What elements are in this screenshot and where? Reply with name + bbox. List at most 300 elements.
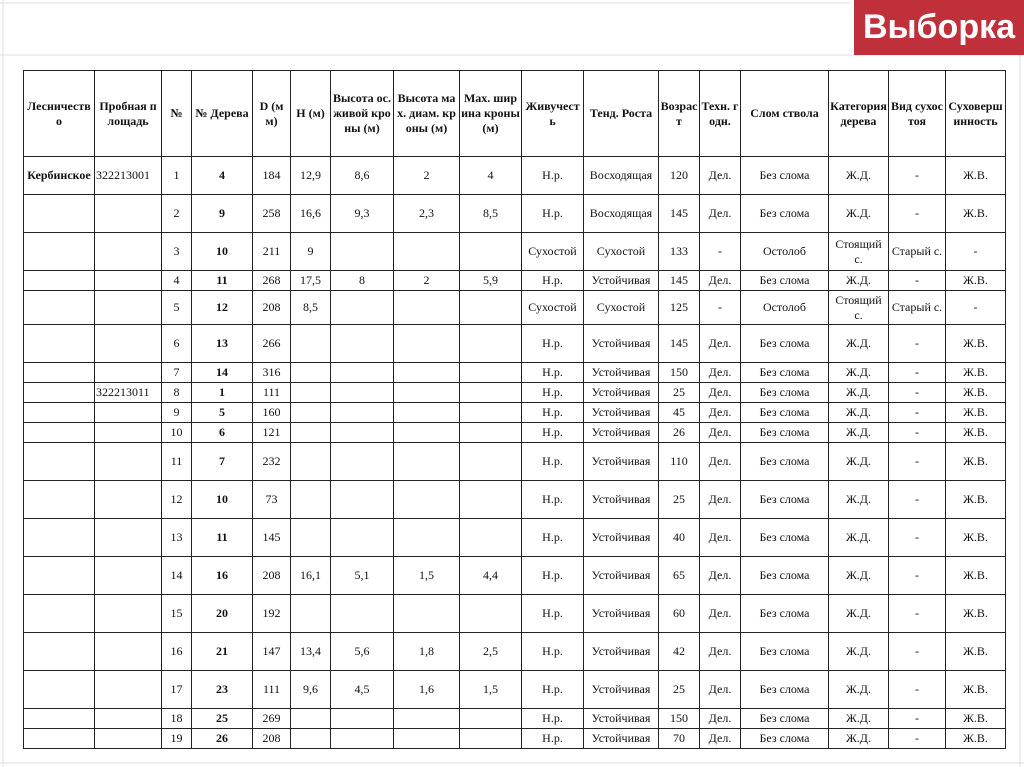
- crown-width-cell: [460, 729, 522, 749]
- live-crown-height-cell: 5,6: [331, 633, 394, 671]
- dry-top-cell: Ж.В.: [946, 383, 1006, 403]
- tech-suitability-cell: Дел.: [700, 443, 741, 481]
- height-cell: 17,5: [291, 271, 331, 291]
- crown-width-cell: [460, 325, 522, 363]
- dry-top-cell: Ж.В.: [946, 519, 1006, 557]
- dry-top-cell: -: [946, 233, 1006, 271]
- tech-suitability-cell: Дел.: [700, 271, 741, 291]
- deadwood-type-cell: -: [889, 403, 946, 423]
- viability-cell: Н.р.: [522, 671, 584, 709]
- trunk-break-cell: Без слома: [741, 271, 829, 291]
- height-cell: 8,5: [291, 291, 331, 325]
- max-diam-crown-height-cell: 1,5: [394, 557, 460, 595]
- trunk-break-cell: Без слома: [741, 595, 829, 633]
- tree-category-cell: Ж.Д.: [829, 271, 889, 291]
- trunk-break-cell: Остолоб: [741, 233, 829, 271]
- table-row: [24, 383, 1006, 403]
- diameter-cell: 268: [253, 271, 291, 291]
- column-header: H (м): [291, 71, 331, 157]
- tree-category-cell: Ж.Д.: [829, 519, 889, 557]
- max-diam-crown-height-cell: [394, 403, 460, 423]
- growth-trend-cell: Устойчивая: [584, 709, 659, 729]
- dry-top-cell: Ж.В.: [946, 557, 1006, 595]
- number-cell: 2: [162, 195, 192, 233]
- forestry-cell: [24, 481, 95, 519]
- deadwood-type-cell: -: [889, 423, 946, 443]
- age-cell: 145: [659, 195, 700, 233]
- max-diam-crown-height-cell: [394, 383, 460, 403]
- trunk-break-cell: Без слома: [741, 383, 829, 403]
- trunk-break-cell: Без слома: [741, 443, 829, 481]
- live-crown-height-cell: [331, 519, 394, 557]
- age-cell: 25: [659, 481, 700, 519]
- viability-cell: Н.р.: [522, 403, 584, 423]
- plot-cell: [95, 403, 162, 423]
- column-header: Тенд. Роста: [584, 71, 659, 157]
- tech-suitability-cell: Дел.: [700, 325, 741, 363]
- age-cell: 120: [659, 157, 700, 195]
- dry-top-cell: -: [946, 291, 1006, 325]
- tech-suitability-cell: Дел.: [700, 481, 741, 519]
- dry-top-cell: Ж.В.: [946, 729, 1006, 749]
- tree-category-cell: Ж.Д.: [829, 709, 889, 729]
- crown-width-cell: [460, 233, 522, 271]
- number-cell: 3: [162, 233, 192, 271]
- age-cell: 25: [659, 671, 700, 709]
- live-crown-height-cell: [331, 481, 394, 519]
- tech-suitability-cell: -: [700, 291, 741, 325]
- table-row: [24, 481, 1006, 519]
- viability-cell: Н.р.: [522, 519, 584, 557]
- age-cell: 110: [659, 443, 700, 481]
- forestry-cell: Кербинское: [24, 157, 95, 195]
- column-header: №: [162, 71, 192, 157]
- tech-suitability-cell: Дел.: [700, 363, 741, 383]
- table-row: [24, 157, 1006, 195]
- tree-number-cell: 14: [192, 363, 253, 383]
- tech-suitability-cell: Дел.: [700, 157, 741, 195]
- diameter-cell: 147: [253, 633, 291, 671]
- slide-title: Выборка: [854, 0, 1024, 55]
- max-diam-crown-height-cell: [394, 291, 460, 325]
- crown-width-cell: [460, 423, 522, 443]
- table-row: [24, 709, 1006, 729]
- table-row: [24, 633, 1006, 671]
- column-header: Вид сухостоя: [889, 71, 946, 157]
- forestry-cell: [24, 325, 95, 363]
- column-header: Возраст: [659, 71, 700, 157]
- age-cell: 70: [659, 729, 700, 749]
- plot-cell: [95, 595, 162, 633]
- age-cell: 42: [659, 633, 700, 671]
- column-header: D (мм): [253, 71, 291, 157]
- height-cell: [291, 729, 331, 749]
- diameter-cell: 111: [253, 383, 291, 403]
- trunk-break-cell: Без слома: [741, 709, 829, 729]
- column-header: Техн. годн.: [700, 71, 741, 157]
- dry-top-cell: Ж.В.: [946, 709, 1006, 729]
- tech-suitability-cell: Дел.: [700, 671, 741, 709]
- number-cell: 12: [162, 481, 192, 519]
- age-cell: 26: [659, 423, 700, 443]
- plot-cell: [95, 271, 162, 291]
- table-row: [24, 671, 1006, 709]
- live-crown-height-cell: [331, 595, 394, 633]
- tree-number-cell: 9: [192, 195, 253, 233]
- diameter-cell: 121: [253, 423, 291, 443]
- deadwood-type-cell: -: [889, 729, 946, 749]
- growth-trend-cell: Устойчивая: [584, 325, 659, 363]
- tree-number-cell: 16: [192, 557, 253, 595]
- dry-top-cell: Ж.В.: [946, 633, 1006, 671]
- trunk-break-cell: Без слома: [741, 157, 829, 195]
- max-diam-crown-height-cell: [394, 325, 460, 363]
- number-cell: 5: [162, 291, 192, 325]
- age-cell: 150: [659, 363, 700, 383]
- growth-trend-cell: Устойчивая: [584, 729, 659, 749]
- trunk-break-cell: Без слома: [741, 557, 829, 595]
- tech-suitability-cell: Дел.: [700, 633, 741, 671]
- height-cell: 13,4: [291, 633, 331, 671]
- forestry-cell: [24, 633, 95, 671]
- table-row: [24, 233, 1006, 271]
- forestry-cell: [24, 519, 95, 557]
- number-cell: 9: [162, 403, 192, 423]
- tree-number-cell: 26: [192, 729, 253, 749]
- viability-cell: Н.р.: [522, 271, 584, 291]
- growth-trend-cell: Устойчивая: [584, 481, 659, 519]
- column-header: № Дерева: [192, 71, 253, 157]
- viability-cell: Сухостой: [522, 291, 584, 325]
- live-crown-height-cell: [331, 403, 394, 423]
- diameter-cell: 232: [253, 443, 291, 481]
- trunk-break-cell: Без слома: [741, 729, 829, 749]
- live-crown-height-cell: [331, 709, 394, 729]
- growth-trend-cell: Устойчивая: [584, 383, 659, 403]
- deadwood-type-cell: -: [889, 383, 946, 403]
- plot-cell: [95, 291, 162, 325]
- age-cell: 125: [659, 291, 700, 325]
- height-cell: [291, 403, 331, 423]
- column-header: Живучесть: [522, 71, 584, 157]
- growth-trend-cell: Сухостой: [584, 233, 659, 271]
- tree-number-cell: 13: [192, 325, 253, 363]
- crown-width-cell: [460, 481, 522, 519]
- max-diam-crown-height-cell: [394, 595, 460, 633]
- trunk-break-cell: Без слома: [741, 423, 829, 443]
- viability-cell: Н.р.: [522, 595, 584, 633]
- growth-trend-cell: Восходящая: [584, 157, 659, 195]
- crown-width-cell: [460, 291, 522, 325]
- tree-category-cell: Ж.Д.: [829, 157, 889, 195]
- trunk-break-cell: Без слома: [741, 195, 829, 233]
- growth-trend-cell: Устойчивая: [584, 363, 659, 383]
- tree-number-cell: 20: [192, 595, 253, 633]
- tech-suitability-cell: Дел.: [700, 519, 741, 557]
- number-cell: 17: [162, 671, 192, 709]
- plot-cell: [95, 423, 162, 443]
- diameter-cell: 269: [253, 709, 291, 729]
- height-cell: 12,9: [291, 157, 331, 195]
- deadwood-type-cell: -: [889, 557, 946, 595]
- column-header: Мах. ширина кроны (м): [460, 71, 522, 157]
- number-cell: 14: [162, 557, 192, 595]
- tree-number-cell: 25: [192, 709, 253, 729]
- max-diam-crown-height-cell: [394, 729, 460, 749]
- growth-trend-cell: Устойчивая: [584, 423, 659, 443]
- viability-cell: Н.р.: [522, 363, 584, 383]
- table-row: [24, 363, 1006, 383]
- height-cell: [291, 595, 331, 633]
- growth-trend-cell: Устойчивая: [584, 403, 659, 423]
- column-header: Суховершинность: [946, 71, 1006, 157]
- dry-top-cell: Ж.В.: [946, 443, 1006, 481]
- crown-width-cell: [460, 709, 522, 729]
- growth-trend-cell: Устойчивая: [584, 671, 659, 709]
- tree-number-cell: 23: [192, 671, 253, 709]
- plot-cell: [95, 729, 162, 749]
- table-row: [24, 423, 1006, 443]
- tree-number-cell: 4: [192, 157, 253, 195]
- tree-number-cell: 7: [192, 443, 253, 481]
- number-cell: 6: [162, 325, 192, 363]
- dry-top-cell: Ж.В.: [946, 363, 1006, 383]
- viability-cell: Н.р.: [522, 633, 584, 671]
- viability-cell: Сухостой: [522, 233, 584, 271]
- trunk-break-cell: Без слома: [741, 519, 829, 557]
- diameter-cell: 145: [253, 519, 291, 557]
- live-crown-height-cell: 8: [331, 271, 394, 291]
- tree-number-cell: 6: [192, 423, 253, 443]
- live-crown-height-cell: [331, 729, 394, 749]
- tree-number-cell: 10: [192, 481, 253, 519]
- height-cell: [291, 481, 331, 519]
- height-cell: 9,6: [291, 671, 331, 709]
- age-cell: 40: [659, 519, 700, 557]
- forestry-cell: [24, 443, 95, 481]
- growth-trend-cell: Устойчивая: [584, 557, 659, 595]
- number-cell: 16: [162, 633, 192, 671]
- dry-top-cell: Ж.В.: [946, 481, 1006, 519]
- tree-category-cell: Ж.Д.: [829, 325, 889, 363]
- forestry-cell: [24, 195, 95, 233]
- number-cell: 11: [162, 443, 192, 481]
- table-row: [24, 729, 1006, 749]
- crown-width-cell: [460, 443, 522, 481]
- deadwood-type-cell: -: [889, 195, 946, 233]
- diameter-cell: 192: [253, 595, 291, 633]
- forestry-cell: [24, 729, 95, 749]
- diameter-cell: 211: [253, 233, 291, 271]
- deadwood-type-cell: -: [889, 519, 946, 557]
- live-crown-height-cell: 5,1: [331, 557, 394, 595]
- plot-cell: [95, 709, 162, 729]
- number-cell: 4: [162, 271, 192, 291]
- trunk-break-cell: Без слома: [741, 325, 829, 363]
- forestry-cell: [24, 233, 95, 271]
- forestry-cell: [24, 271, 95, 291]
- max-diam-crown-height-cell: [394, 233, 460, 271]
- height-cell: 16,1: [291, 557, 331, 595]
- diameter-cell: 208: [253, 729, 291, 749]
- table-row: [24, 519, 1006, 557]
- max-diam-crown-height-cell: [394, 363, 460, 383]
- number-cell: 18: [162, 709, 192, 729]
- max-diam-crown-height-cell: [394, 443, 460, 481]
- deadwood-type-cell: -: [889, 481, 946, 519]
- tree-category-cell: Ж.Д.: [829, 595, 889, 633]
- viability-cell: Н.р.: [522, 557, 584, 595]
- tree-category-cell: Стоящий с.: [829, 291, 889, 325]
- max-diam-crown-height-cell: 2: [394, 157, 460, 195]
- tree-category-cell: Ж.Д.: [829, 729, 889, 749]
- tree-category-cell: Ж.Д.: [829, 481, 889, 519]
- viability-cell: Н.р.: [522, 383, 584, 403]
- plot-cell: 322213001: [95, 157, 162, 195]
- column-header: Лесничество: [24, 71, 95, 157]
- table-row: [24, 595, 1006, 633]
- live-crown-height-cell: [331, 423, 394, 443]
- crown-width-cell: [460, 363, 522, 383]
- tree-number-cell: 12: [192, 291, 253, 325]
- growth-trend-cell: Устойчивая: [584, 519, 659, 557]
- trunk-break-cell: Без слома: [741, 363, 829, 383]
- plot-cell: [95, 671, 162, 709]
- tech-suitability-cell: Дел.: [700, 383, 741, 403]
- forestry-cell: [24, 595, 95, 633]
- viability-cell: Н.р.: [522, 423, 584, 443]
- height-cell: [291, 423, 331, 443]
- table-row: [24, 291, 1006, 325]
- max-diam-crown-height-cell: [394, 481, 460, 519]
- crown-width-cell: [460, 403, 522, 423]
- table-row: [24, 195, 1006, 233]
- crown-width-cell: [460, 383, 522, 403]
- height-cell: [291, 519, 331, 557]
- column-header: Пробная площадь: [95, 71, 162, 157]
- crown-width-cell: [460, 519, 522, 557]
- forestry-cell: [24, 403, 95, 423]
- table-row: [24, 443, 1006, 481]
- deadwood-type-cell: -: [889, 595, 946, 633]
- diameter-cell: 208: [253, 557, 291, 595]
- age-cell: 150: [659, 709, 700, 729]
- tree-number-cell: 5: [192, 403, 253, 423]
- viability-cell: Н.р.: [522, 709, 584, 729]
- live-crown-height-cell: [331, 325, 394, 363]
- dry-top-cell: Ж.В.: [946, 157, 1006, 195]
- max-diam-crown-height-cell: 1,8: [394, 633, 460, 671]
- tech-suitability-cell: Дел.: [700, 709, 741, 729]
- diameter-cell: 258: [253, 195, 291, 233]
- dry-top-cell: Ж.В.: [946, 195, 1006, 233]
- diameter-cell: 266: [253, 325, 291, 363]
- age-cell: 65: [659, 557, 700, 595]
- growth-trend-cell: Устойчивая: [584, 271, 659, 291]
- growth-trend-cell: Сухостой: [584, 291, 659, 325]
- age-cell: 145: [659, 325, 700, 363]
- diameter-cell: 184: [253, 157, 291, 195]
- table-row: [24, 557, 1006, 595]
- number-cell: 15: [162, 595, 192, 633]
- deadwood-type-cell: -: [889, 709, 946, 729]
- tree-category-cell: Ж.Д.: [829, 443, 889, 481]
- diameter-cell: 111: [253, 671, 291, 709]
- live-crown-height-cell: [331, 233, 394, 271]
- height-cell: [291, 383, 331, 403]
- tech-suitability-cell: Дел.: [700, 729, 741, 749]
- deadwood-type-cell: -: [889, 325, 946, 363]
- tree-number-cell: 11: [192, 271, 253, 291]
- column-header: Слом ствола: [741, 71, 829, 157]
- plot-cell: [95, 233, 162, 271]
- forestry-cell: [24, 671, 95, 709]
- plot-cell: [95, 557, 162, 595]
- age-cell: 133: [659, 233, 700, 271]
- tech-suitability-cell: Дел.: [700, 403, 741, 423]
- live-crown-height-cell: 9,3: [331, 195, 394, 233]
- tree-number-cell: 10: [192, 233, 253, 271]
- forestry-cell: [24, 363, 95, 383]
- plot-cell: 322213011: [95, 383, 162, 403]
- plot-cell: [95, 195, 162, 233]
- trunk-break-cell: Без слома: [741, 403, 829, 423]
- tree-number-cell: 11: [192, 519, 253, 557]
- forestry-cell: [24, 383, 95, 403]
- plot-cell: [95, 443, 162, 481]
- table-body: [24, 157, 1006, 749]
- live-crown-height-cell: [331, 443, 394, 481]
- tech-suitability-cell: Дел.: [700, 423, 741, 443]
- crown-width-cell: [460, 595, 522, 633]
- tree-category-cell: Ж.Д.: [829, 403, 889, 423]
- crown-width-cell: 4,4: [460, 557, 522, 595]
- plot-cell: [95, 481, 162, 519]
- deadwood-type-cell: Старый с.: [889, 233, 946, 271]
- table-row: [24, 271, 1006, 291]
- viability-cell: Н.р.: [522, 443, 584, 481]
- diameter-cell: 73: [253, 481, 291, 519]
- trunk-break-cell: Без слома: [741, 671, 829, 709]
- max-diam-crown-height-cell: [394, 519, 460, 557]
- deadwood-type-cell: Старый с.: [889, 291, 946, 325]
- diameter-cell: 160: [253, 403, 291, 423]
- max-diam-crown-height-cell: 2,3: [394, 195, 460, 233]
- tree-category-cell: Ж.Д.: [829, 557, 889, 595]
- table-row: [24, 403, 1006, 423]
- height-cell: [291, 709, 331, 729]
- crown-width-cell: 1,5: [460, 671, 522, 709]
- dry-top-cell: Ж.В.: [946, 403, 1006, 423]
- height-cell: [291, 443, 331, 481]
- deadwood-type-cell: -: [889, 443, 946, 481]
- tech-suitability-cell: Дел.: [700, 595, 741, 633]
- viability-cell: Н.р.: [522, 157, 584, 195]
- age-cell: 25: [659, 383, 700, 403]
- height-cell: 16,6: [291, 195, 331, 233]
- plot-cell: [95, 325, 162, 363]
- number-cell: 19: [162, 729, 192, 749]
- plot-cell: [95, 363, 162, 383]
- tech-suitability-cell: Дел.: [700, 195, 741, 233]
- growth-trend-cell: Устойчивая: [584, 595, 659, 633]
- dry-top-cell: Ж.В.: [946, 325, 1006, 363]
- tree-category-cell: Стоящий с.: [829, 233, 889, 271]
- deadwood-type-cell: -: [889, 671, 946, 709]
- column-header: Высота мах. диам. кроны (м): [394, 71, 460, 157]
- max-diam-crown-height-cell: 2: [394, 271, 460, 291]
- viability-cell: Н.р.: [522, 481, 584, 519]
